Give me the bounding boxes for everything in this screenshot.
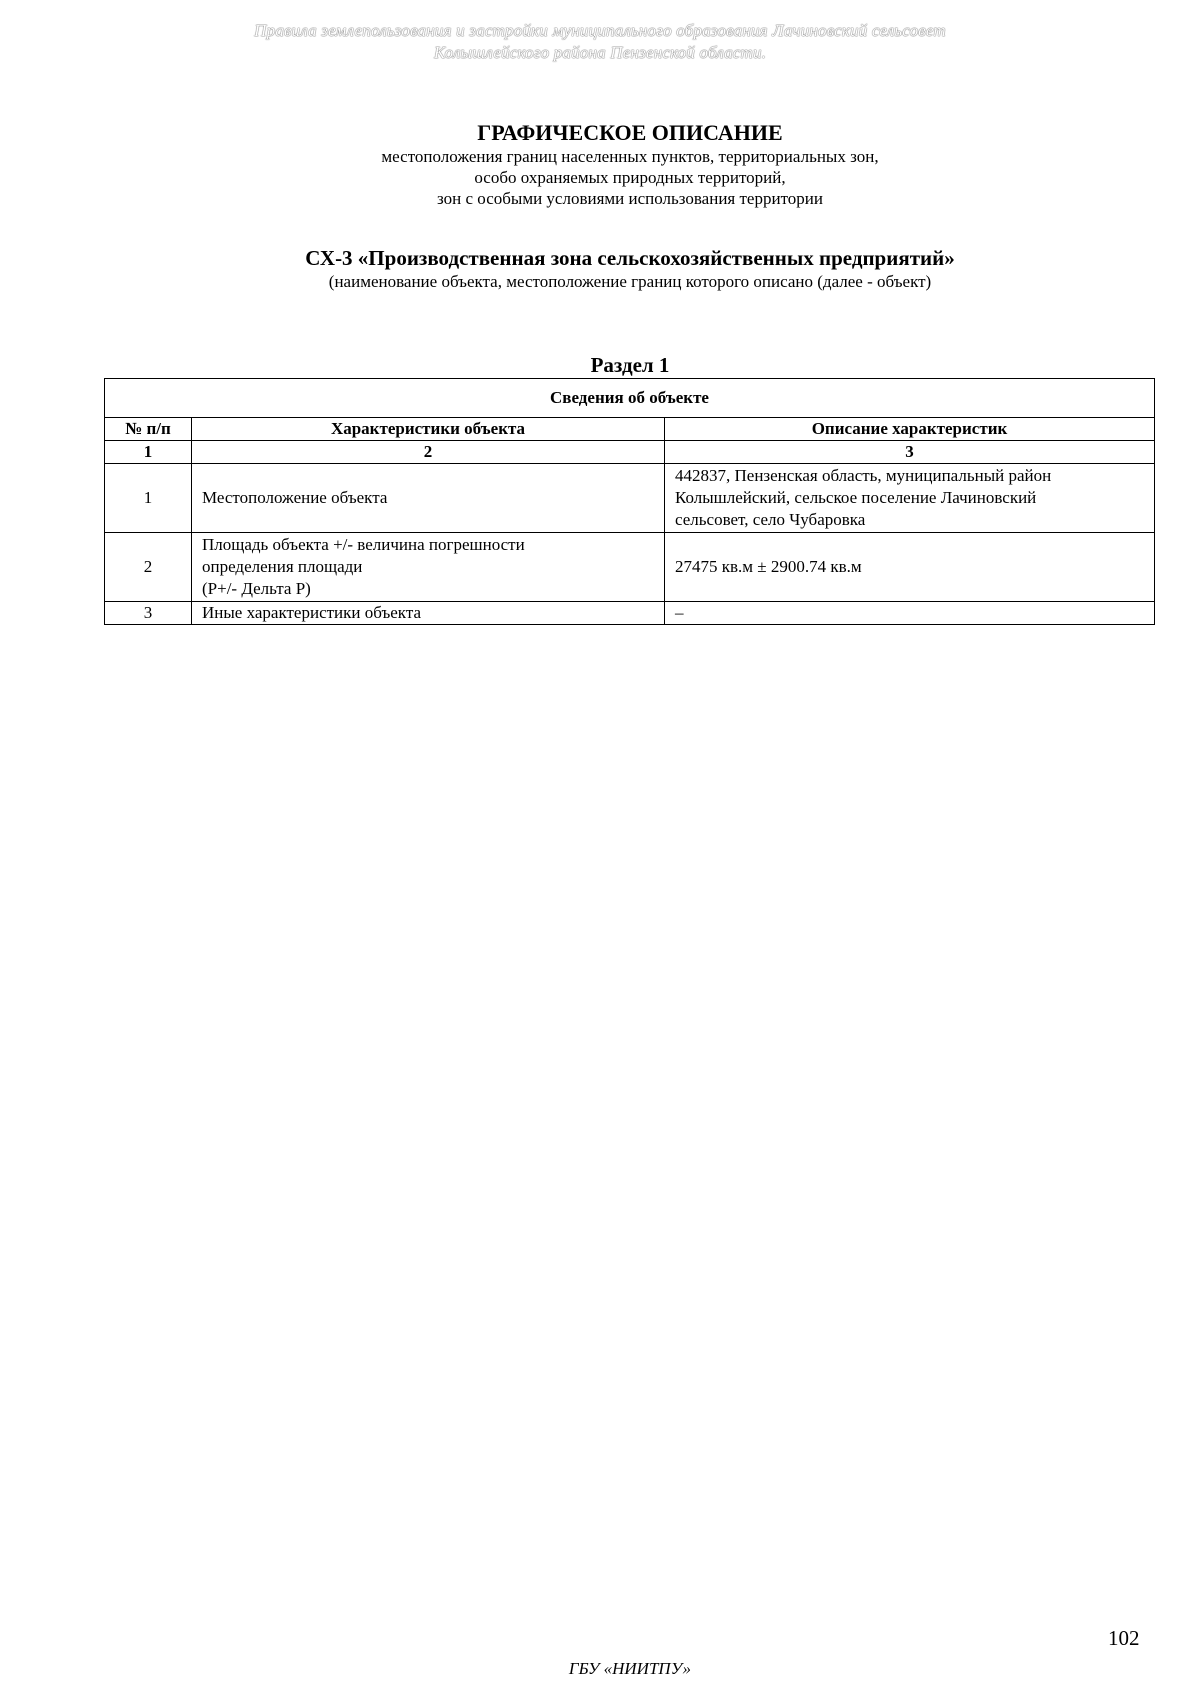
document-title: ГРАФИЧЕСКОЕ ОПИСАНИЕ <box>477 120 783 145</box>
row-characteristic <box>192 602 665 625</box>
object-name: СХ-3 «Производственная зона сельскохозяйственных предприятий» <box>305 246 955 270</box>
document-subtitle-line-1: местоположения границ населенных пунктов, территориальных зон, <box>381 147 879 166</box>
page-running-header <box>0 20 1200 64</box>
object-info-table <box>104 378 1155 625</box>
document-subtitle-line-3: зон с особыми условиями использования территории <box>437 189 823 208</box>
header-characteristic: Характеристики объекта <box>192 418 665 441</box>
characteristic-line: Иные характеристики объекта <box>202 603 422 622</box>
header-description: Описание характеристик <box>665 418 1155 441</box>
table-header-row <box>105 418 1155 441</box>
description-line: 442837, Пензенская область, муниципальный район <box>675 466 1052 485</box>
column-number-1: 1 <box>105 441 192 464</box>
page-footer: ГБУ «НИИТПУ» <box>568 1659 692 1678</box>
characteristic-line: Площадь объекта +/- величина погрешности <box>202 535 525 554</box>
column-number-3: 3 <box>665 441 1155 464</box>
document-title-block <box>0 120 1200 209</box>
header-number: № п/п <box>105 418 192 441</box>
column-number-2: 2 <box>192 441 665 464</box>
row-characteristic <box>192 464 665 533</box>
page-number: 102 <box>1108 1626 1140 1650</box>
document-subtitle-line-2: особо охраняемых природных территорий, <box>474 168 786 187</box>
characteristic-line: определения площади <box>202 557 363 576</box>
table-row <box>105 464 1155 533</box>
description-line: сельсовет, село Чубаровка <box>675 510 866 529</box>
characteristic-line: Местоположение объекта <box>202 488 388 507</box>
characteristic-line: (Р+/- Дельта Р) <box>202 579 311 598</box>
description-line: Колышлейский, сельское поселение Лачиновский <box>675 488 1037 507</box>
row-description <box>665 602 1155 625</box>
section-title: Раздел 1 <box>590 353 670 377</box>
table-caption-row <box>105 379 1155 418</box>
table-caption: Сведения об объекте <box>105 379 1155 418</box>
row-description <box>665 533 1155 602</box>
object-title-block <box>0 245 1200 292</box>
description-line: 27475 кв.м ± 2900.74 кв.м <box>675 557 862 576</box>
row-number: 1 <box>105 464 192 533</box>
description-line: – <box>675 603 684 622</box>
running-header-line-2: Колышлейского района Пензенской области. <box>433 43 767 62</box>
row-characteristic <box>192 533 665 602</box>
row-description <box>665 464 1155 533</box>
table-row <box>105 602 1155 625</box>
running-header-line-1: Правила землепользования и застройки муниципального образования Лачиновский сельсовет <box>254 21 946 40</box>
row-number: 2 <box>105 533 192 602</box>
table-row <box>105 533 1155 602</box>
object-caption: (наименование объекта, местоположение границ которого описано (далее - объект) <box>328 272 932 291</box>
table-column-number-row <box>105 441 1155 464</box>
row-number: 3 <box>105 602 192 625</box>
